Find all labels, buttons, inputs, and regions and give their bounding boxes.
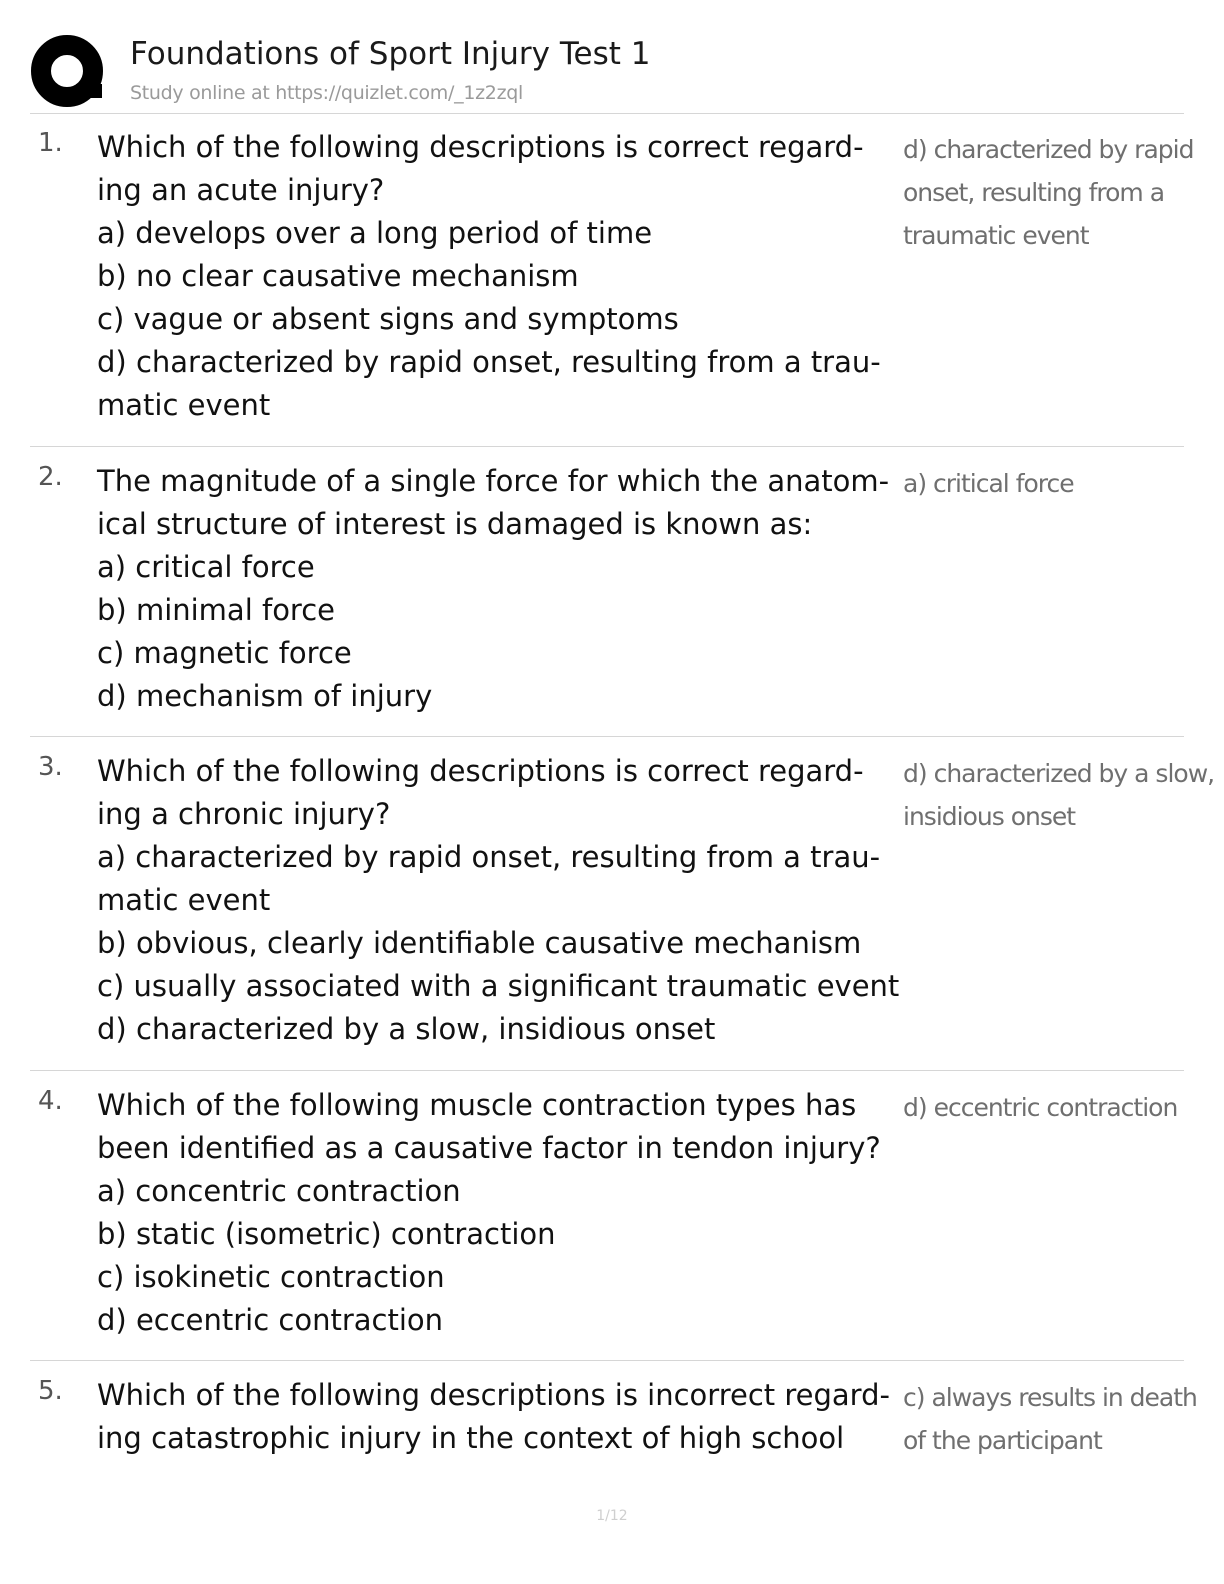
- answer-text: [903, 752, 1215, 838]
- page-number: 1/12: [596, 1508, 628, 1524]
- answer-text: [903, 128, 1194, 257]
- question-line: ing an acute injury?: [97, 173, 385, 207]
- question-line: Which of the following descriptions is incorrect regard-: [97, 1378, 890, 1412]
- question-line: ing a chronic injury?: [97, 797, 391, 831]
- header-divider: [30, 113, 1184, 114]
- option-a: a) characterized by rapid onset, resulting from a trau-: [97, 840, 881, 874]
- question-number: 1.: [38, 128, 63, 158]
- answer-line: d) eccentric contraction: [903, 1093, 1178, 1122]
- quizlet-logo-icon: [30, 34, 108, 112]
- option-c: c) magnetic force: [97, 636, 352, 670]
- answer-line: a) critical force: [903, 469, 1074, 498]
- option-b: b) obvious, clearly identifiable causative mechanism: [97, 926, 862, 960]
- question-divider: [30, 1360, 1184, 1361]
- study-link[interactable]: Study online at https://quizlet.com/_1z2zql: [130, 82, 523, 104]
- page-title: Foundations of Sport Injury Test 1: [130, 36, 651, 72]
- option-b: b) static (isometric) contraction: [97, 1217, 556, 1251]
- question-line: Which of the following muscle contraction types has: [97, 1088, 857, 1122]
- question-line: Which of the following descriptions is correct regard-: [97, 130, 864, 164]
- option-d: d) mechanism of injury: [97, 679, 433, 713]
- option-c: c) usually associated with a significant traumatic event: [97, 969, 900, 1003]
- question-number: 4.: [38, 1086, 63, 1116]
- option-c: c) vague or absent signs and symptoms: [97, 302, 679, 336]
- answer-text: [903, 462, 1183, 505]
- answer-line: onset, resulting from a: [903, 178, 1165, 207]
- question-number: 5.: [38, 1376, 63, 1406]
- question-divider: [30, 736, 1184, 737]
- question-text: [97, 750, 900, 1051]
- answer-line: insidious onset: [903, 802, 1076, 831]
- question-divider: [30, 1070, 1184, 1071]
- option-d: d) characterized by a slow, insidious onset: [97, 1012, 716, 1046]
- option-b: b) minimal force: [97, 593, 336, 627]
- question-line: ical structure of interest is damaged is known as:: [97, 507, 813, 541]
- question-line: been identified as a causative factor in tendon injury?: [97, 1131, 881, 1165]
- answer-line: d) characterized by rapid: [903, 135, 1194, 164]
- question-text: [97, 460, 897, 718]
- answer-line: d) characterized by a slow,: [903, 759, 1215, 788]
- option-d: d) characterized by rapid onset, resulting from a trau-: [97, 345, 881, 379]
- answer-text: [903, 1376, 1197, 1462]
- option-a: a) develops over a long period of time: [97, 216, 653, 250]
- option-d: d) eccentric contraction: [97, 1303, 444, 1337]
- answer-line: traumatic event: [903, 221, 1089, 250]
- question-number: 3.: [38, 752, 63, 782]
- option-a-continued: matic event: [97, 883, 271, 917]
- option-a: a) concentric contraction: [97, 1174, 461, 1208]
- question-text: [97, 126, 897, 427]
- question-line: ing catastrophic injury in the context of high school: [97, 1421, 845, 1455]
- option-b: b) no clear causative mechanism: [97, 259, 579, 293]
- answer-line: c) always results in death: [903, 1383, 1197, 1412]
- page-header: [30, 28, 1184, 114]
- option-d-continued: matic event: [97, 388, 271, 422]
- question-number: 2.: [38, 462, 63, 492]
- question-line: Which of the following descriptions is correct regard-: [97, 754, 864, 788]
- question-line: The magnitude of a single force for which the anatom-: [97, 464, 890, 498]
- question-divider: [30, 446, 1184, 447]
- answer-line: of the participant: [903, 1426, 1102, 1455]
- option-c: c) isokinetic contraction: [97, 1260, 445, 1294]
- question-text: [97, 1374, 897, 1460]
- answer-text: [903, 1086, 1183, 1129]
- option-a: a) critical force: [97, 550, 315, 584]
- question-text: [97, 1084, 897, 1342]
